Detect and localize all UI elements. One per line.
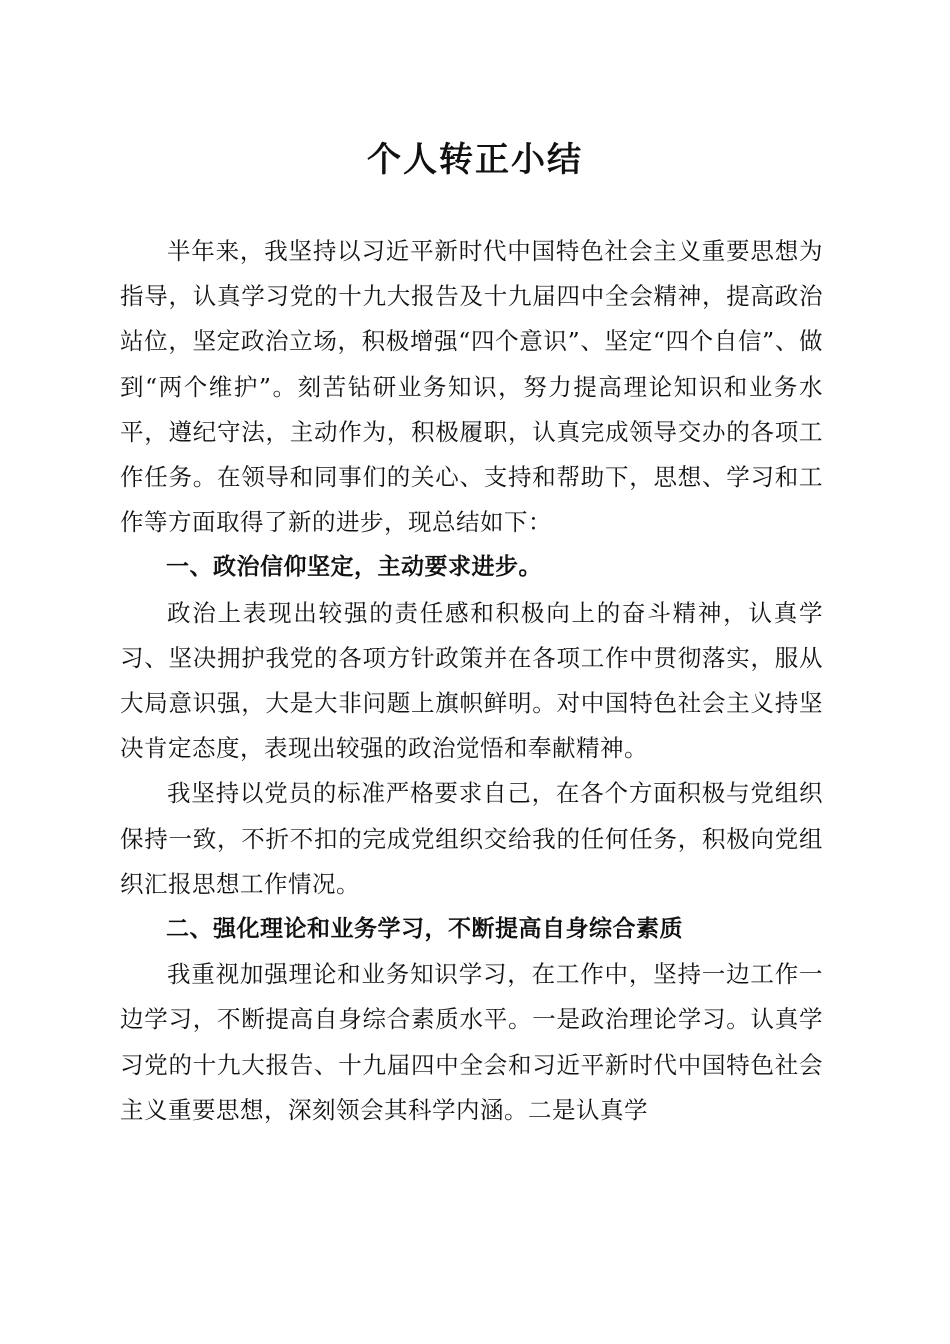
paragraph-political-1: 政治上表现出较强的责任感和积极向上的奋斗精神，认真学习、坚决拥护我党的各项方针政策并在各项工作中贯彻落实，服从大局意识强，大是大非问题上旗帜鲜明。对中国特色社会主义持坚决肯定态度，表现出较强的政治觉悟和奉献精神。 (120, 598, 823, 763)
document-body (120, 229, 823, 1133)
paragraph-study: 我重视加强理论和业务知识学习，在工作中，坚持一边工作一边学习，不断提高自身综合素质水平。一是政治理论学习。认真学习党的十九大报告、十九届四中全会和习近平新时代中国特色社会主义重要思想，深刻领会其科学内涵。二是认真学 (120, 960, 823, 1124)
document-title: 个人转正小结 (367, 140, 583, 180)
section-heading-1: 一、政治信仰坚定，主动要求进步。 (166, 554, 542, 581)
section-heading-2: 二、强化理论和业务学习，不断提高自身综合素质 (166, 916, 683, 943)
paragraph-political-2: 我坚持以党员的标准严格要求自己，在各个方面积极与党组织保持一致，不折不扣的完成党组织交给我的任何任务，积极向党组织汇报思想工作情况。 (120, 779, 823, 898)
paragraph-intro: 半年来，我坚持以习近平新时代中国特色社会主义重要思想为指导，认真学习党的十九大报告及十九届四中全会精神，提高政治站位，坚定政治立场，积极增强“四个意识”、坚定“四个自信”、做到“两个维护”。刻苦钻研业务知识，努力提高理论知识和业务水平，遵纪守法，主动作为，积极履职，认真完成领导交办的各项工作任务。在领导和同事们的关心、支持和帮助下，思想、学习和工作等方面取得了新的进步，现总结如下： (120, 237, 823, 537)
